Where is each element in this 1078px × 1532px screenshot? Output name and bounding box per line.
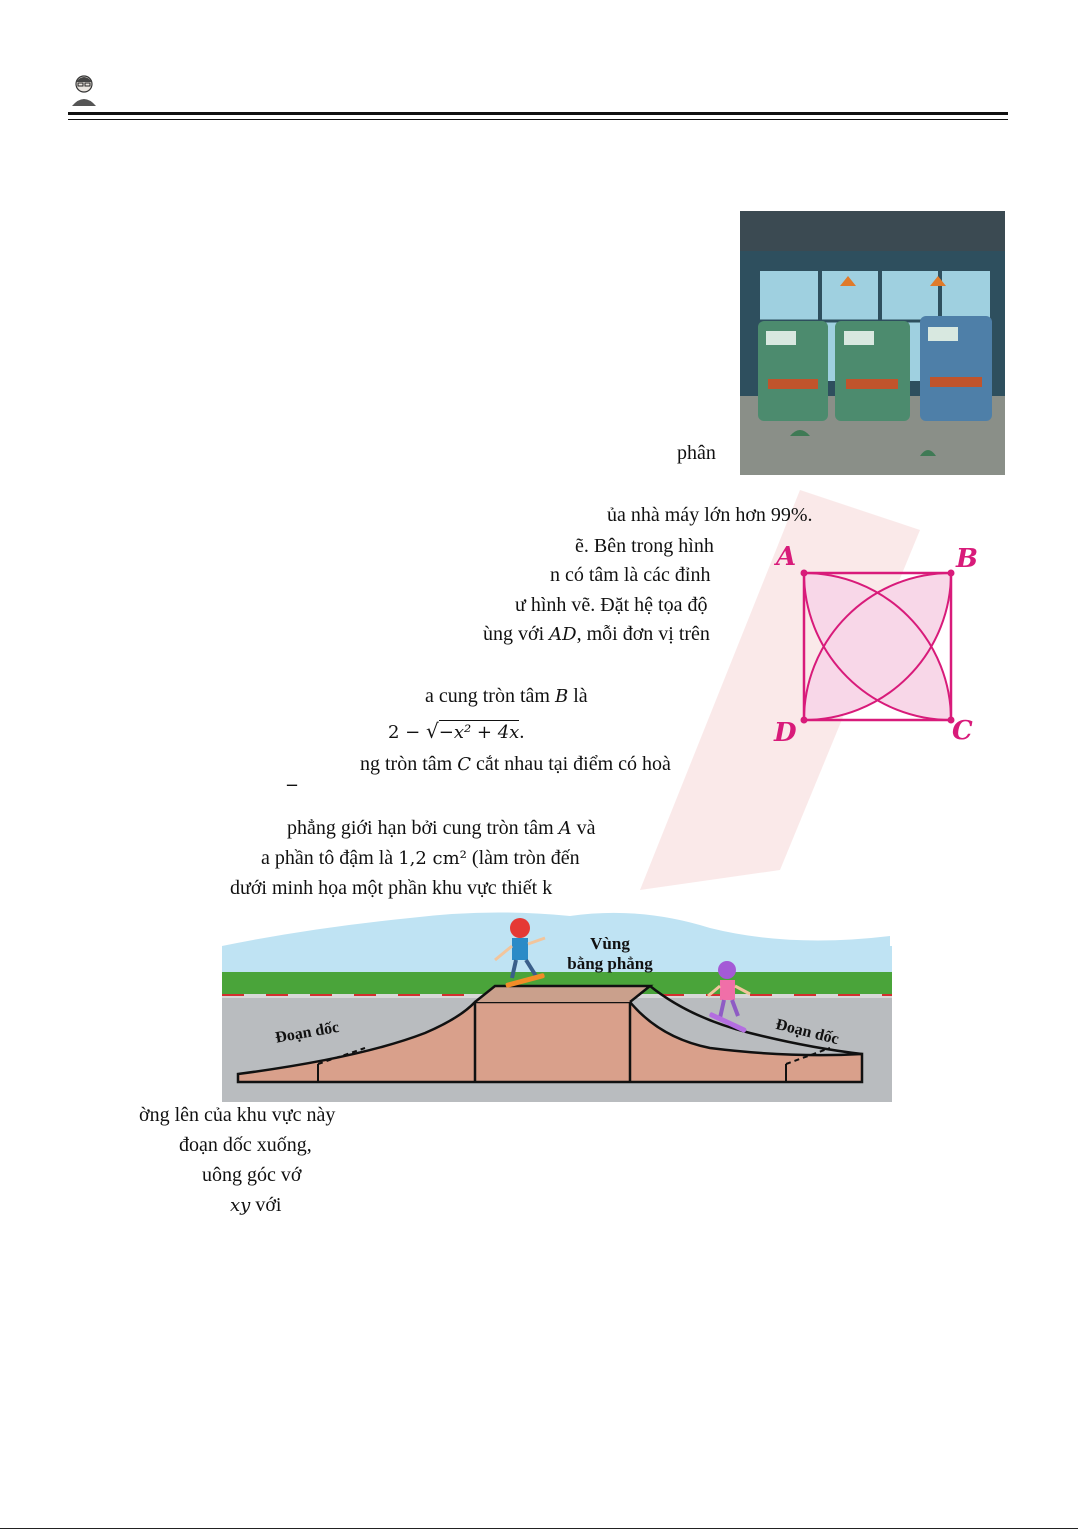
text-line-8 — [388, 719, 524, 744]
text-fragment: a cung tròn tâm — [425, 685, 555, 707]
text-line-7 — [425, 685, 588, 708]
math-point-b: B — [554, 686, 569, 707]
header-rule — [68, 112, 1008, 115]
text-line-5: ư hình vẽ. Đặt hệ tọa độ — [515, 594, 708, 616]
math-fragment: 2 − — [388, 722, 426, 743]
sqrt-symbol: √ — [425, 719, 439, 743]
text-fragment: . — [519, 721, 525, 743]
text-fragment: phẳng giới hạn bởi cung tròn tâm — [287, 817, 559, 839]
text-line-3: ẽ. Bên trong hình — [575, 535, 714, 557]
flat-zone-label-line1: Vùng — [590, 934, 630, 953]
text-fragment: với — [250, 1194, 282, 1216]
math-area-value: 1,2 cm² — [398, 848, 467, 869]
slope-label-left: Đoạn dốc — [274, 1018, 341, 1047]
shoe-factory-illustration — [740, 211, 1005, 475]
flat-zone-label-line2: bằng phẳng — [567, 954, 653, 973]
header-rule-thin — [68, 119, 1008, 120]
text-line-9 — [360, 753, 671, 776]
text-line-2: ủa nhà máy lớn hơn 99%. — [607, 504, 813, 526]
text-fragment: a phần tô đậm là — [261, 847, 399, 869]
square-arcs-figure — [768, 538, 990, 750]
text-line-13: dưới minh họa một phần khu vực thiết k — [230, 877, 553, 899]
text-fragment: , mỗi đơn vị trên — [576, 623, 710, 645]
author-avatar-icon — [70, 72, 98, 106]
math-plane-xy: xy — [230, 1195, 251, 1216]
text-fragment: ùng với — [483, 623, 550, 645]
vertex-label-a: A — [776, 542, 797, 572]
text-line-4: n có tâm là các đỉnh — [550, 564, 711, 586]
text-line-10: – — [287, 773, 297, 795]
math-radicand: −x² + 4x — [438, 722, 520, 743]
skate-ramp-figure — [190, 898, 892, 1102]
vertex-label-b: B — [956, 544, 978, 574]
math-point-a: A — [558, 818, 572, 839]
text-line-11 — [287, 817, 596, 840]
slope-label-right: Đoạn dốc — [773, 1016, 841, 1049]
flat-zone-label — [550, 934, 670, 974]
text-fragment: và — [571, 817, 596, 839]
text-line-6 — [483, 623, 710, 646]
text-line-1: phân — [677, 442, 716, 464]
math-segment-ad: AD — [549, 624, 577, 645]
footer-rule — [0, 1528, 1078, 1529]
text-line-16: uông góc vớ — [202, 1164, 302, 1186]
vertex-label-c: C — [952, 716, 973, 746]
text-line-12 — [261, 847, 580, 870]
text-fragment: (làm tròn đến — [466, 847, 580, 869]
vertex-label-d: D — [774, 718, 797, 748]
text-line-17 — [230, 1194, 281, 1217]
text-fragment: cắt nhau tại điểm có hoà — [471, 753, 671, 775]
text-fragment: ng tròn tâm — [360, 753, 458, 775]
text-fragment: là — [568, 685, 588, 707]
math-point-c: C — [457, 754, 471, 775]
text-line-15: đoạn dốc xuống, — [179, 1134, 312, 1156]
text-line-14: ờng lên của khu vực này — [139, 1104, 336, 1126]
